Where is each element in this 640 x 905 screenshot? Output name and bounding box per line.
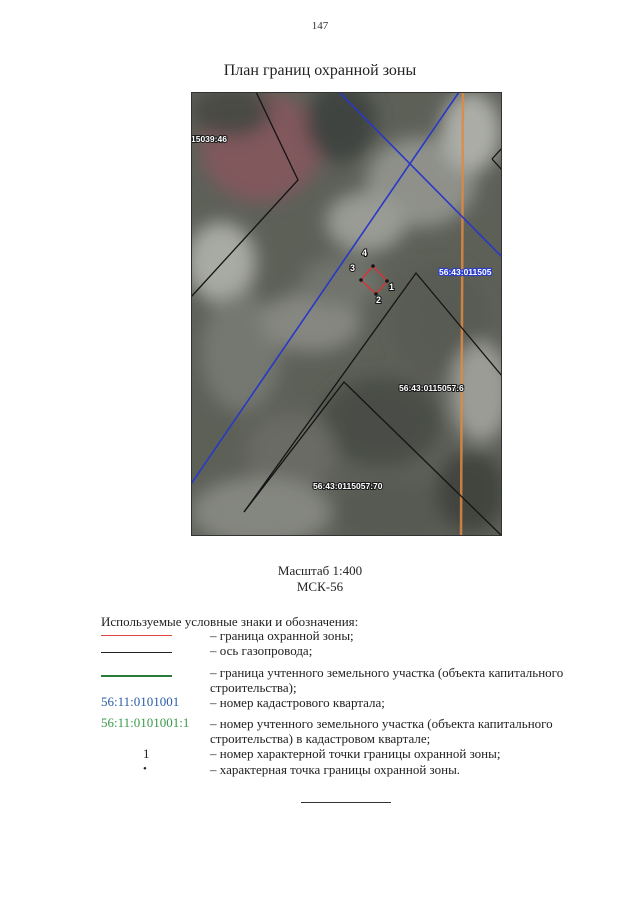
legend-symbol-quarter-number: 56:11:0101001 bbox=[101, 694, 180, 709]
legend-text-zone-boundary: – граница охранной зоны; bbox=[210, 628, 354, 643]
legend-symbol-parcel-number: 56:11:0101001:1 bbox=[101, 715, 190, 730]
page-number: 147 bbox=[311, 20, 329, 32]
point-label-3: 3 bbox=[350, 263, 356, 273]
map-title: План границ охранной зоны bbox=[223, 62, 417, 79]
legend-symbol-parcel-boundary bbox=[101, 675, 172, 677]
legend-text-parcel-number: – номер учтенного земельного участка (объекта капитального строительства) в кадастровом квартале; bbox=[210, 716, 553, 746]
point-label-4: 4 bbox=[362, 248, 368, 258]
bottom-divider bbox=[301, 802, 391, 803]
parcel-label-top-left: 15039:46 bbox=[191, 134, 227, 144]
point-label-2: 2 bbox=[376, 295, 382, 305]
coordinate-system-text: МСК-56 bbox=[296, 579, 344, 594]
scale-text: Масштаб 1:400 bbox=[277, 563, 363, 578]
legend-title: Используемые условные знаки и обозначения: bbox=[101, 614, 359, 629]
point-label-1: 1 bbox=[389, 282, 395, 292]
legend-text-gas-axis: – ось газопровода; bbox=[210, 643, 313, 658]
legend-symbol-point-dot: • bbox=[143, 763, 147, 775]
legend-text-point-number: – номер характерной точки границы охранной зоны; bbox=[210, 746, 501, 761]
quarter-label: 56:43:011505 bbox=[439, 267, 492, 277]
map-image bbox=[191, 92, 502, 536]
parcel-label-6: 56:43:0115057:6 bbox=[399, 383, 464, 393]
legend-symbol-point-number: 1 bbox=[143, 746, 150, 761]
legend-text-parcel-boundary: – граница учтенного земельного участка (объекта капитального строительства); bbox=[210, 665, 564, 695]
legend-symbol-gas-axis bbox=[101, 652, 172, 653]
legend-symbol-zone-boundary bbox=[101, 635, 172, 636]
legend-text-point-dot: – характерная точка границы охранной зоны. bbox=[210, 762, 461, 777]
legend-text-quarter-number: – номер кадастрового квартала; bbox=[210, 695, 385, 710]
parcel-label-70: 56:43:0115057:70 bbox=[313, 481, 383, 491]
